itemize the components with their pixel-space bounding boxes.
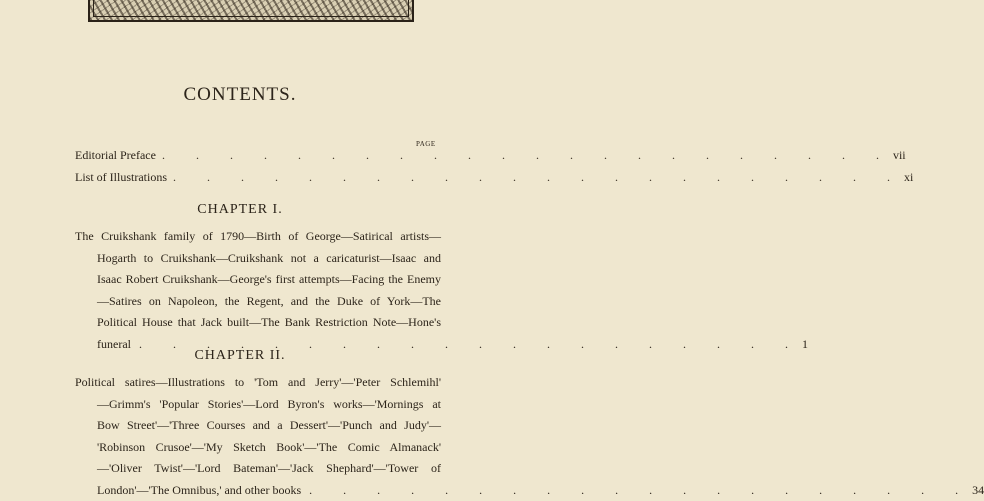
- summary-line: Bow Street'—'Three Courses and a Dessert'—'Punch and Judy'—: [75, 415, 441, 437]
- toc-entry-label: List of Illustrations: [75, 170, 167, 185]
- summary-line: —Satires on Napoleon, the Regent, and the Duke of York—The: [75, 291, 441, 313]
- summary-line: Hogarth to Cruikshank—Cruikshank not a caricaturist—Isaac and: [75, 248, 441, 270]
- chapter-2-summary: [75, 372, 441, 501]
- chapter-heading-2: CHAPTER II.: [0, 348, 480, 364]
- summary-line: Political House that Jack built—The Bank Restriction Note—Hone's: [75, 312, 441, 334]
- leader-dots: . . . . . . . . . . . . . . . . . . . .: [301, 480, 972, 501]
- summary-line-text: funeral: [97, 334, 131, 356]
- summary-line: 'Robinson Crusoe'—'My Sketch Book'—'The Comic Almanack': [75, 437, 441, 459]
- chapter-1-summary: [75, 226, 441, 355]
- page-column-heading: PAGE: [416, 140, 436, 148]
- toc-entry-list-of-illustrations: [75, 170, 441, 185]
- page-title: CONTENTS.: [0, 84, 480, 106]
- leader-dots: . . . . . . . . . . . . . . . . . . . . . .: [156, 148, 893, 163]
- summary-line: —'Oliver Twist'—'Lord Bateman'—'Jack Shephard'—'Tower of: [75, 458, 441, 480]
- toc-entry-editorial-preface: [75, 148, 441, 163]
- summary-line: —Grimm's 'Popular Stories'—Lord Byron's works—'Mornings at: [75, 394, 441, 416]
- summary-line: The Cruikshank family of 1790—Birth of George—Satirical artists—: [75, 226, 441, 248]
- decorative-engraving: [88, 0, 414, 22]
- chapter-heading-1: CHAPTER I.: [0, 202, 480, 218]
- leader-dots: . . . . . . . . . . . . . . . . . . . .: [131, 334, 802, 356]
- toc-entry-page: 1: [802, 334, 808, 356]
- toc-entry-page: xi: [904, 170, 913, 185]
- leader-dots: . . . . . . . . . . . . . . . . . . . . . .: [167, 170, 904, 185]
- summary-line: Political satires—Illustrations to 'Tom and Jerry'—'Peter Schlemihl': [75, 372, 441, 394]
- engraving-border: [93, 0, 409, 17]
- summary-line-text: London'—'The Omnibus,' and other books: [97, 480, 301, 501]
- summary-line: Isaac Robert Cruikshank—George's first attempts—Facing the Enemy: [75, 269, 441, 291]
- toc-entry-page: vii: [893, 148, 906, 163]
- summary-line-last: [75, 480, 441, 501]
- toc-entry-page: 34: [972, 480, 984, 501]
- toc-entry-label: Editorial Preface: [75, 148, 156, 163]
- book-page: [0, 0, 480, 480]
